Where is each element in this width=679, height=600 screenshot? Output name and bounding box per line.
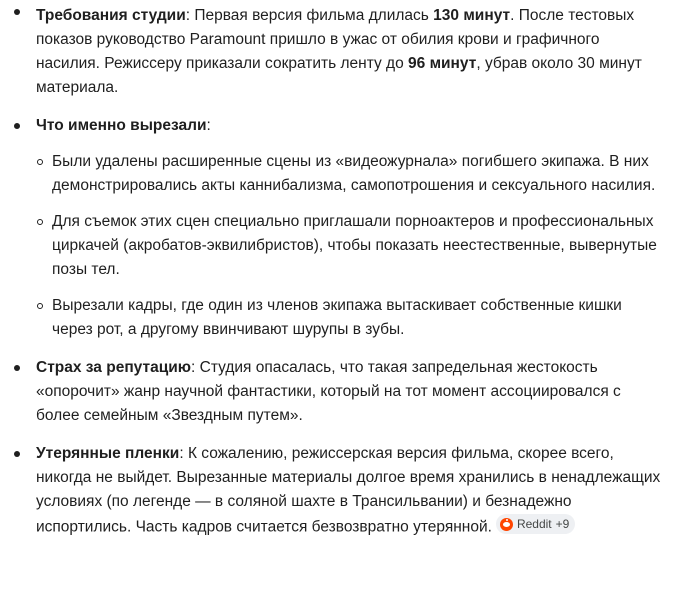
sub-list-item: Для съемок этих сцен специально приглашали порноактеров и профессиональных циркачей (акробатов-эквилибристов), чтобы показать неестественные, вывернутые позы тел. <box>36 210 661 282</box>
list-item-text: Страх за репутацию: Студия опасалась, что такая запредельная жестокость «опорочит» жанр научной фантастики, который на тот момент ассоциировался с более семейным «Звездным путем». <box>36 359 621 424</box>
sub-bullet-circle <box>37 219 43 225</box>
item-title: Требования студии <box>36 7 186 24</box>
item-title: Утерянные пленки <box>36 445 180 462</box>
bullet-dot <box>14 365 20 371</box>
sub-list-item: Были удалены расширенные сцены из «видеожурнала» погибшего экипажа. В них демонстрировались акты каннибализма, самопотрошения и сексуального насилия. <box>36 150 661 198</box>
source-count: +9 <box>555 517 570 531</box>
list-item-reputation-fear <box>0 356 679 428</box>
item-title: Страх за репутацию <box>36 359 191 376</box>
list-item-text: Что именно вырезали: <box>36 117 211 134</box>
list-item-text: Требования студии: Первая версия фильма длилась 130 минут. После тестовых показов руководство Paramount пришло в ужас от обилия крови и графичного насилия. Режиссеру приказали сократить ленту до 96 минут, убрав около 30 минут материала. <box>36 7 642 96</box>
reddit-icon <box>500 518 513 531</box>
bold-value: 130 минут <box>433 7 511 24</box>
source-label: Reddit <box>516 517 552 531</box>
item-title: Что именно вырезали <box>36 117 207 134</box>
bullet-dot <box>14 9 20 15</box>
list-item-lost-footage <box>0 442 679 540</box>
sub-bullet-circle <box>37 159 43 165</box>
bold-value: 96 минут <box>408 55 477 72</box>
list-item-what-was-cut <box>0 114 679 342</box>
sub-bullet-circle <box>37 303 43 309</box>
list-item-text: Утерянные пленки: К сожалению, режиссерская версия фильма, скорее всего, никогда не выйдет. Вырезанные материалы долгое время хранились в ненадлежащих условиях (по легенде — в соляной шахте в Трансильвании) и безнадежно испортились. Часть кадров считается безвозвратно утерянной. Reddit +9 <box>36 445 661 536</box>
bullet-dot <box>14 451 20 457</box>
list-item-studio-requirements <box>0 0 679 100</box>
sub-list <box>36 150 661 342</box>
sub-list-item: Вырезали кадры, где один из членов экипажа вытаскивает собственные кишки через рот, а другому ввинчивают шурупы в зубы. <box>36 294 661 342</box>
source-chip-button[interactable] <box>496 514 575 534</box>
bullet-dot <box>14 123 20 129</box>
